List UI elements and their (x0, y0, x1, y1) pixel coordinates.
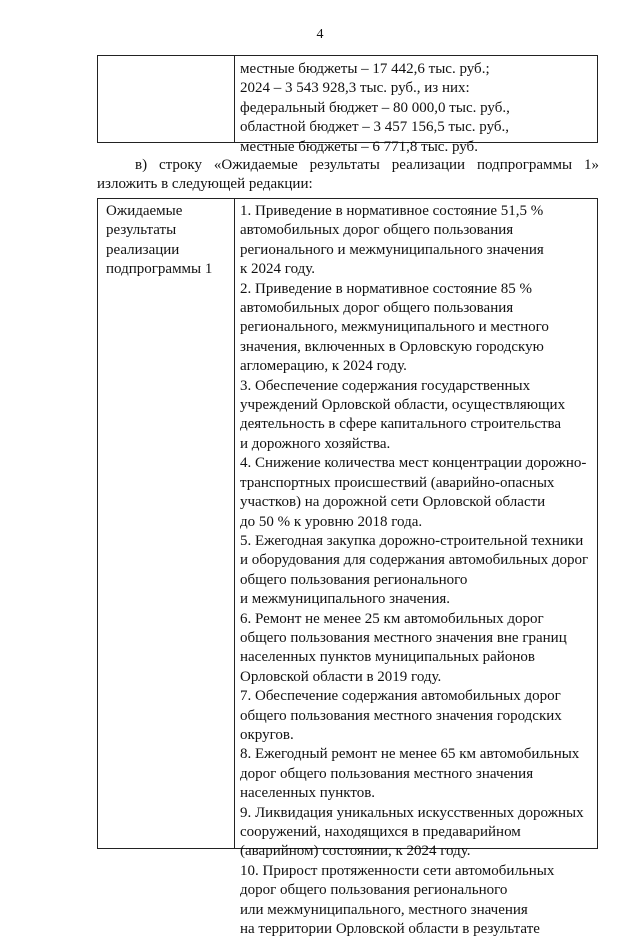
result-line: 5. Ежегодная закупка дорожно-строительной техники (240, 532, 584, 549)
result-line: автомобильных дорог общего пользования (240, 222, 514, 239)
row-header-line: Ожидаемые (106, 203, 183, 219)
result-line: регионального, межмуниципального и местного (240, 319, 549, 336)
result-line: сооружений, находящихся в предаварийном (240, 824, 521, 840)
result-line: транспортных происшествий (аварийно-опасных (240, 474, 555, 491)
result-line: 8. Ежегодный ремонт не менее 65 км автомобильных (240, 746, 580, 763)
expected-results-table (97, 198, 598, 938)
result-line: 10. Прирост протяженности сети автомобильных (240, 862, 555, 879)
result-line: общего пользования местного значения городских (240, 707, 562, 724)
funding-line: областной бюджет – 3 457 156,5 тыс. руб., (240, 119, 510, 136)
result-line: автомобильных дорог общего пользования (240, 300, 514, 317)
page-number: 4 (316, 27, 324, 42)
result-line: регионального и межмуниципального значения (240, 241, 544, 258)
result-line: и дорожного хозяйства. (240, 435, 391, 452)
instruction-line: в) строку «Ожидаемые результаты реализации подпрограммы 1» (135, 157, 599, 173)
result-line: дорог общего пользования местного значения (240, 765, 534, 782)
results-cell (240, 202, 588, 939)
result-line: или межмуниципального, местного значения (240, 901, 528, 918)
result-line: общего пользования регионального (240, 571, 468, 588)
row-header-cell (106, 202, 212, 280)
result-line: участков) на дорожной сети Орловской области (240, 494, 546, 511)
result-line: до 50 % к уровню 2018 года. (240, 513, 423, 530)
result-line: Орловской области в 2019 году. (240, 668, 442, 685)
row-header-line: подпрограммы 1 (106, 261, 213, 278)
result-line: населенных пунктов муниципальных районов (240, 649, 535, 666)
funding-line: федеральный бюджет – 80 000,0 тыс. руб., (240, 99, 510, 116)
result-line: 1. Приведение в нормативное состояние 51,5 % (240, 203, 544, 219)
result-line: 7. Обеспечение содержания автомобильных дорог (240, 688, 561, 705)
result-line: 2. Приведение в нормативное состояние 85 % (240, 280, 533, 297)
instruction-line: изложить в следующей редакции: (97, 176, 313, 192)
result-line: общего пользования местного значения вне границ (240, 629, 567, 646)
result-line: деятельность в сфере капитального строительства (240, 416, 562, 433)
result-line: учреждений Орловской области, осуществляющих (240, 397, 566, 414)
result-line: значения, включенных в Орловскую городскую (240, 338, 544, 355)
result-line: 6. Ремонт не менее 25 км автомобильных дорог (240, 610, 544, 627)
result-line: и межмуниципального значения. (240, 591, 451, 608)
funding-cell (240, 60, 510, 157)
result-line: 9. Ликвидация уникальных искусственных дорожных (240, 804, 584, 821)
result-line: на территории Орловской области в результате (240, 921, 540, 938)
row-header-line: реализации (106, 241, 180, 258)
funding-table-fragment (97, 55, 598, 155)
result-line: населенных пунктов. (240, 785, 376, 802)
result-line: дорог общего пользования регионального (240, 882, 508, 899)
column-divider (234, 56, 235, 142)
result-line: и оборудования для содержания автомобильных дорог (240, 552, 589, 569)
column-divider (234, 199, 235, 848)
result-line: к 2024 году. (240, 261, 316, 278)
instruction-paragraph (97, 156, 599, 194)
funding-line: местные бюджеты – 6 771,8 тыс. руб. (240, 138, 478, 155)
result-line: (аварийном) состоянии, к 2024 году. (240, 843, 471, 860)
row-header-line: результаты (106, 222, 177, 239)
result-line: округов. (240, 726, 294, 743)
result-line: агломерацию, к 2024 году. (240, 358, 407, 375)
funding-line: 2024 – 3 543 928,3 тыс. руб., из них: (240, 80, 470, 97)
result-line: 3. Обеспечение содержания государственных (240, 377, 531, 394)
funding-line: местные бюджеты – 17 442,6 тыс. руб.; (240, 61, 490, 77)
result-line: 4. Снижение количества мест концентрации дорожно- (240, 455, 587, 472)
